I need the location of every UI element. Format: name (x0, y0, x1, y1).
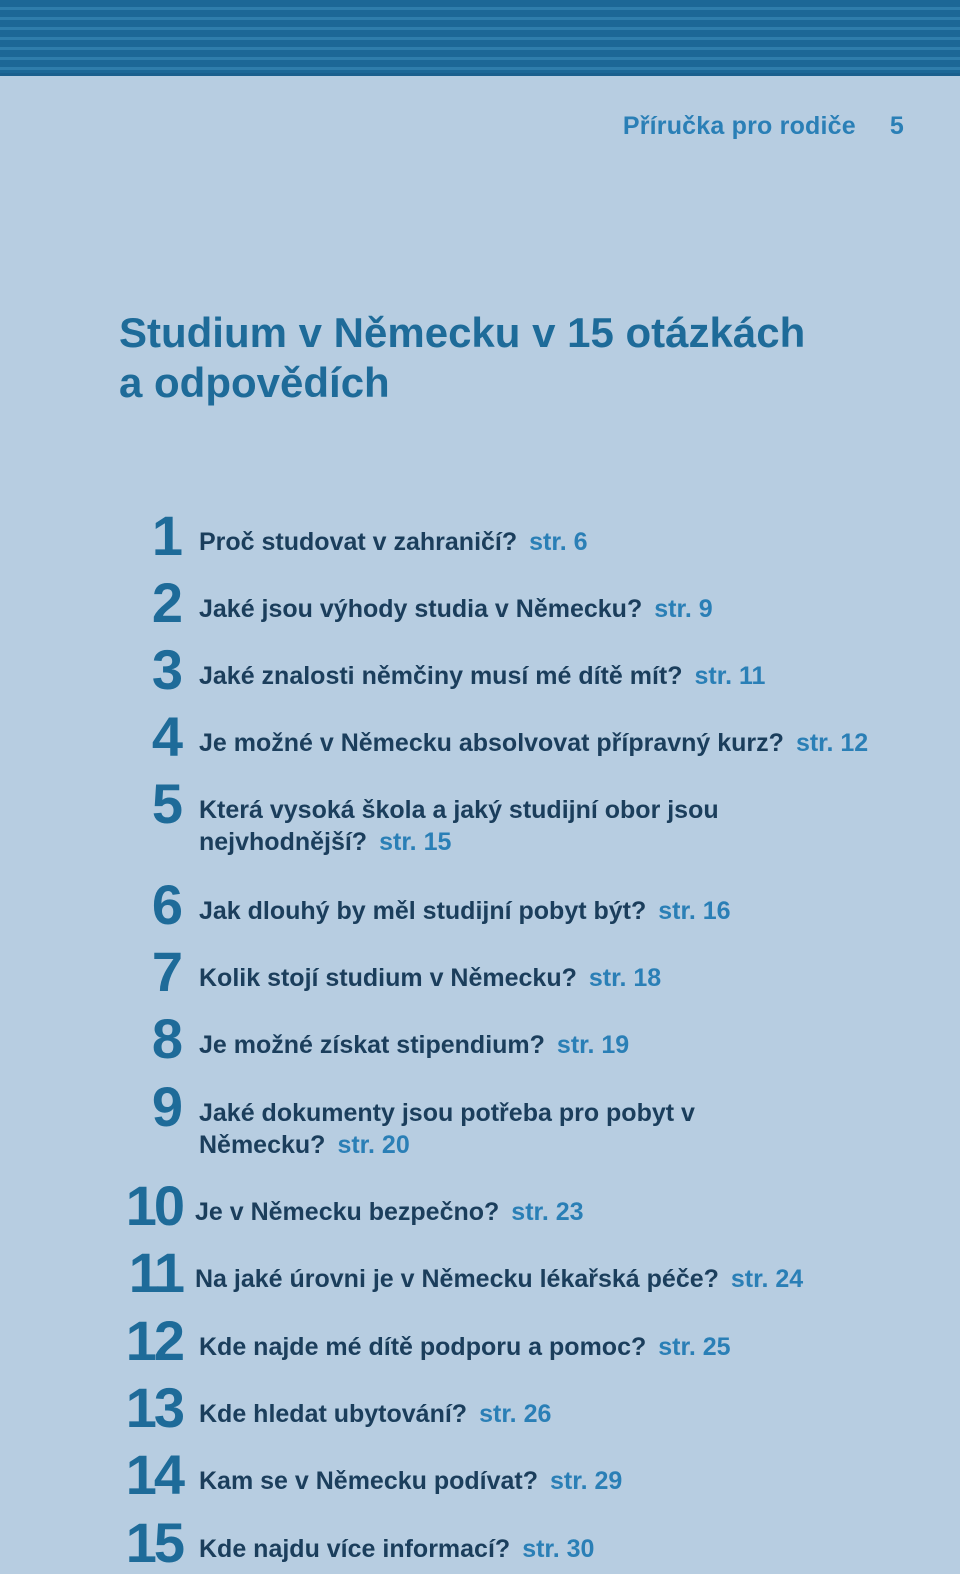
toc-number: 9 (151, 1075, 182, 1138)
toc-entry (199, 1331, 919, 1363)
toc-entry (199, 526, 919, 558)
title-line-1: Studium v Německu v 15 otázkách (119, 309, 806, 356)
toc-number: 15 (125, 1511, 182, 1574)
toc-entry (199, 1533, 919, 1565)
toc-number: 8 (151, 1007, 182, 1070)
toc-question: Jak dlouhý by měl studijní pobyt být? (199, 897, 647, 925)
toc-number: 2 (151, 571, 182, 634)
toc-number: 3 (151, 638, 182, 701)
toc-entry (199, 1097, 739, 1161)
toc-question: Jaké znalosti němčiny musí mé dítě mít? (199, 662, 683, 690)
toc-page-ref[interactable]: str. 20 (337, 1131, 410, 1159)
toc-page-ref[interactable]: str. 25 (658, 1333, 731, 1361)
toc-page-ref[interactable]: str. 23 (511, 1198, 584, 1226)
toc-page-ref[interactable]: str. 12 (795, 729, 869, 757)
toc-number: 6 (151, 873, 182, 936)
toc-number: 5 (151, 772, 182, 835)
running-title: Příručka pro rodiče (622, 112, 856, 140)
toc-page-ref[interactable]: str. 24 (730, 1265, 804, 1293)
toc-question: Která vysoká škola a jaký studijní obor jsou nejvhodnější? (199, 796, 719, 856)
toc-question: Je v Německu bezpečno? (195, 1198, 500, 1226)
toc-page-ref[interactable]: str. 19 (556, 1031, 630, 1059)
toc-question: Jaké dokumenty jsou potřeba pro pobyt v Německu? (199, 1099, 695, 1159)
toc-page-ref[interactable]: str. 15 (379, 828, 452, 856)
toc-page-ref[interactable]: str. 6 (529, 528, 588, 556)
toc-number: 4 (151, 705, 182, 768)
toc-question: Kde najde mé dítě podporu a pomoc? (199, 1333, 647, 1361)
toc-entry (195, 1196, 915, 1228)
toc-number: 7 (151, 940, 182, 1003)
toc-question: Na jaké úrovni je v Německu lékařská péče? (195, 1265, 719, 1293)
toc-entry (199, 1029, 919, 1061)
toc-entry (199, 962, 919, 994)
toc-question: Je možné získat stipendium? (199, 1031, 545, 1059)
toc-number: 11 (128, 1241, 182, 1304)
toc-page-ref[interactable]: str. 9 (654, 595, 713, 623)
page-number: 5 (889, 112, 904, 140)
toc-entry (199, 895, 919, 927)
toc-question: Proč studovat v zahraničí? (199, 528, 518, 556)
toc-entry (195, 1263, 915, 1295)
toc-entry (199, 727, 919, 759)
toc-page-ref[interactable]: str. 30 (522, 1535, 595, 1563)
title-line-2: a odpovědích (119, 359, 390, 406)
toc-number: 10 (125, 1174, 182, 1237)
toc-question: Je možné v Německu absolvovat přípravný kurz? (199, 729, 784, 757)
toc-question: Kde najdu více informací? (199, 1535, 511, 1563)
toc-entry (199, 1465, 919, 1497)
toc-page-ref[interactable]: str. 16 (658, 897, 731, 925)
toc-number: 14 (125, 1443, 182, 1506)
toc-question: Kolik stojí studium v Německu? (199, 964, 577, 992)
toc-question: Kde hledat ubytování? (199, 1400, 468, 1428)
toc-number: 12 (125, 1309, 182, 1372)
toc-page-ref[interactable]: str. 29 (550, 1467, 623, 1495)
toc-page-ref[interactable]: str. 18 (588, 964, 662, 992)
toc-number: 1 (151, 504, 182, 567)
toc-question: Kam se v Německu podívat? (199, 1467, 539, 1495)
toc-entry (199, 660, 919, 692)
toc-number: 13 (125, 1376, 182, 1439)
toc-page-ref[interactable]: str. 11 (694, 662, 766, 690)
toc-page-ref[interactable]: str. 26 (479, 1400, 552, 1428)
toc-entry (199, 1398, 919, 1430)
toc-entry (199, 794, 759, 858)
toc-entry (199, 593, 919, 625)
toc-question: Jaké jsou výhody studia v Německu? (199, 595, 643, 623)
